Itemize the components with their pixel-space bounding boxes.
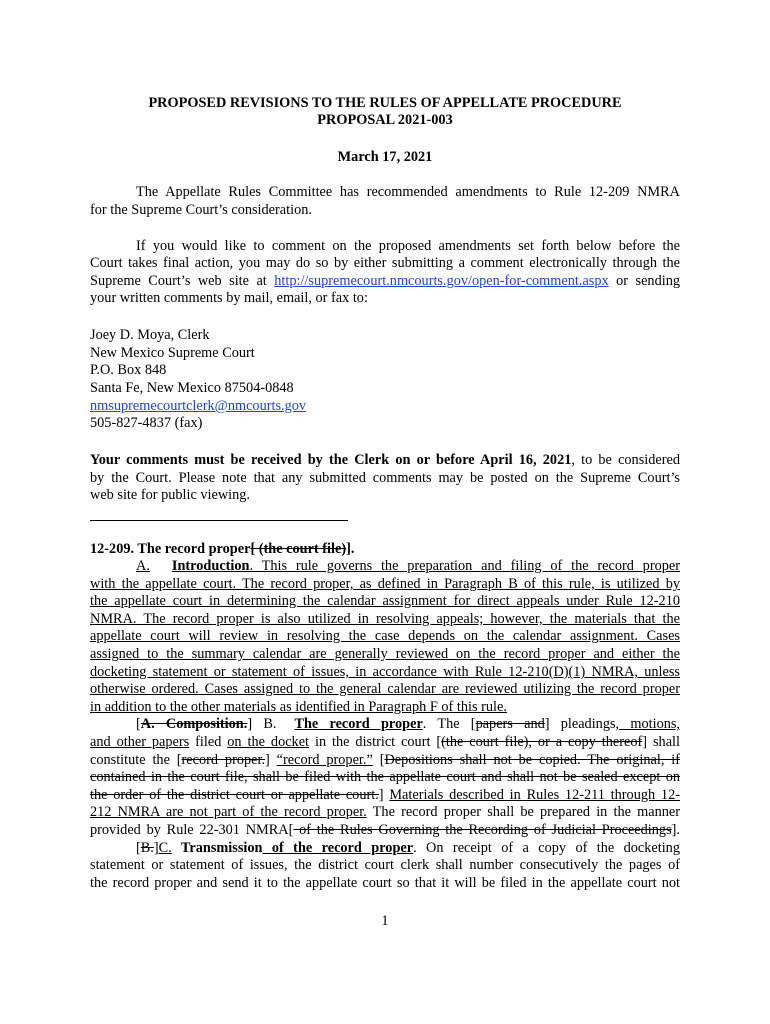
- paragraph-c-line: the record proper and send it to the appellate court so that it will be filed in the appellate court not: [90, 875, 680, 891]
- contact-city: Santa Fe, New Mexico 87504-0848: [90, 380, 294, 396]
- paragraph-a-line: in addition to the other materials as identified in Paragraph F of this rule.: [90, 699, 507, 715]
- paragraph-b-line: [90, 752, 680, 769]
- paragraph-c-title-inserted: of the record proper: [262, 840, 414, 856]
- intro-text: Supreme Court’s web site at: [90, 273, 275, 289]
- text: . The [: [422, 716, 476, 732]
- contact-name: Joey D. Moya, Clerk: [90, 327, 210, 343]
- paragraph-b-line: [90, 804, 680, 821]
- inserted-text: 212 NMRA are not part of the record proper.: [90, 804, 367, 820]
- contact-email-link[interactable]: nmsupremecourtclerk@nmcourts.gov: [90, 398, 307, 414]
- deleted-text: of the Rules Governing the Recording of Judicial Proceedings: [293, 822, 672, 838]
- inserted-text: , motions,: [615, 716, 680, 732]
- deadline-line: web site for public viewing.: [90, 487, 251, 503]
- paragraph-b-title: The record proper: [294, 716, 423, 732]
- new-letter: ] B.: [247, 716, 277, 732]
- comment-link[interactable]: http://supremecourt.nmcourts.gov/open-for-comment.aspx: [274, 273, 609, 289]
- intro-line: your written comments by mail, email, or fax to:: [90, 290, 368, 306]
- paragraph-a-line: appellate court will review in resolving the case depends on the calendar assignment. Cases: [90, 628, 680, 644]
- contact-box: P.O. Box 848: [90, 362, 167, 378]
- deleted-text: Depositions shall not be copied. The original, if: [384, 752, 680, 768]
- deleted-text: B.: [140, 840, 154, 856]
- text: ] shall: [642, 734, 680, 750]
- inserted-letter: C.: [158, 840, 172, 856]
- paragraph-a-line: assigned to the summary calendar are generally reviewed on the record proper and either the: [90, 646, 680, 662]
- text: ]: [378, 787, 390, 803]
- rule-heading: [90, 541, 680, 558]
- paragraph-a-line: NMRA. The record proper is also utilized in resolving appeals; however, the materials that the: [90, 611, 680, 627]
- text: in the district court [: [309, 734, 442, 750]
- rule-heading-text: ].: [346, 541, 355, 557]
- deleted-text: record proper.: [181, 752, 266, 768]
- text: The record proper shall be prepared in the manner: [366, 804, 680, 820]
- deleted-heading: A. Composition.: [140, 716, 248, 732]
- contact-court: New Mexico Supreme Court: [90, 345, 255, 361]
- paragraph-a-line: the appellate court in determining the calendar assignment for direct appeals under Rule 12-210: [90, 593, 680, 609]
- paragraph-a-letter: A.: [136, 558, 150, 574]
- intro-text: or sending: [608, 273, 680, 289]
- page-number: 1: [381, 913, 389, 929]
- deadline-line: [90, 452, 680, 469]
- intro-line: for the Supreme Court’s consideration.: [90, 202, 312, 218]
- paragraph-a-line: otherwise ordered. Cases assigned to the general calendar are reviewed utilizing the record proper: [90, 681, 680, 697]
- text: . On receipt of a copy of the docketing: [413, 840, 680, 856]
- paragraph-a-line: with the appellate court. The record proper, as defined in Paragraph B of this rule, is utilized by: [90, 576, 680, 592]
- rule-heading-text: 12-209. The record proper: [90, 541, 251, 557]
- text: ].: [671, 822, 680, 838]
- inserted-text: and other papers: [90, 734, 190, 750]
- paragraph-b-line: contained in the court file, shall be filed with the appellate court and shall not be sealed except on: [90, 769, 680, 785]
- text: provided by Rule 22-301 NMRA[: [90, 822, 294, 838]
- paragraph-a-title: Introduction: [171, 558, 250, 574]
- rule-heading-deleted: [ (the court file): [250, 541, 347, 557]
- intro-line: [90, 273, 680, 290]
- deadline-line: by the Court. Please note that any submitted comments may be posted on the Supreme Court’s: [90, 470, 680, 486]
- paragraph-b-line: [90, 734, 680, 751]
- paragraph-a-line: docketing statement or statement of issues, in accordance with Rule 12-210(D)(1) NMRA, unless: [90, 664, 680, 680]
- contact-email-line: [90, 398, 680, 415]
- paragraph-b-line: [90, 787, 680, 804]
- text: ]: [265, 752, 277, 768]
- proposal-number: PROPOSAL 2021-003: [317, 112, 453, 128]
- text: constitute the [: [90, 752, 182, 768]
- intro-line: Court takes final action, you may do so by either submitting a comment electronically through the: [90, 255, 680, 271]
- deleted-text: (the court file), or a copy thereof: [441, 734, 643, 750]
- bracket: ]: [153, 840, 159, 856]
- intro-line: The Appellate Rules Committee has recommended amendments to Rule 12-209 NMRA: [136, 184, 680, 200]
- deadline-bold: Your comments must be received by the Clerk on or before April 16, 2021: [90, 452, 572, 468]
- inserted-text: Materials described in Rules 12-211 through 12-: [389, 787, 680, 803]
- deadline-text: , to be considered: [571, 452, 680, 468]
- paragraph-c-line: [136, 840, 680, 857]
- paragraph-a-text: . This rule governs the preparation and filing of the record proper: [249, 558, 680, 574]
- paragraph-a-line: [136, 558, 680, 575]
- text: ] pleadings: [544, 716, 616, 732]
- bracket: [: [136, 716, 141, 732]
- deleted-text: papers and: [475, 716, 545, 732]
- paragraph-b-line: [136, 716, 680, 733]
- text: [: [372, 752, 385, 768]
- document-title: PROPOSED REVISIONS TO THE RULES OF APPELLATE PROCEDURE: [148, 95, 622, 111]
- paragraph-c-line: statement or statement of issues, the district court clerk shall number consecutively the pages of: [90, 857, 680, 873]
- contact-fax: 505-827-4837 (fax): [90, 415, 203, 431]
- inserted-text: on the docket: [227, 734, 310, 750]
- intro-line: If you would like to comment on the proposed amendments set forth below before the: [136, 238, 680, 254]
- document-date: March 17, 2021: [337, 149, 433, 165]
- paragraph-b-line: [90, 822, 680, 839]
- text: filed: [189, 734, 228, 750]
- paragraph-c-title: Transmission: [171, 840, 263, 856]
- bracket: [: [136, 840, 141, 856]
- inserted-text: “record proper.”: [276, 752, 373, 768]
- separator-line: [90, 520, 348, 521]
- deleted-text: the order of the district court or appellate court.: [90, 787, 379, 803]
